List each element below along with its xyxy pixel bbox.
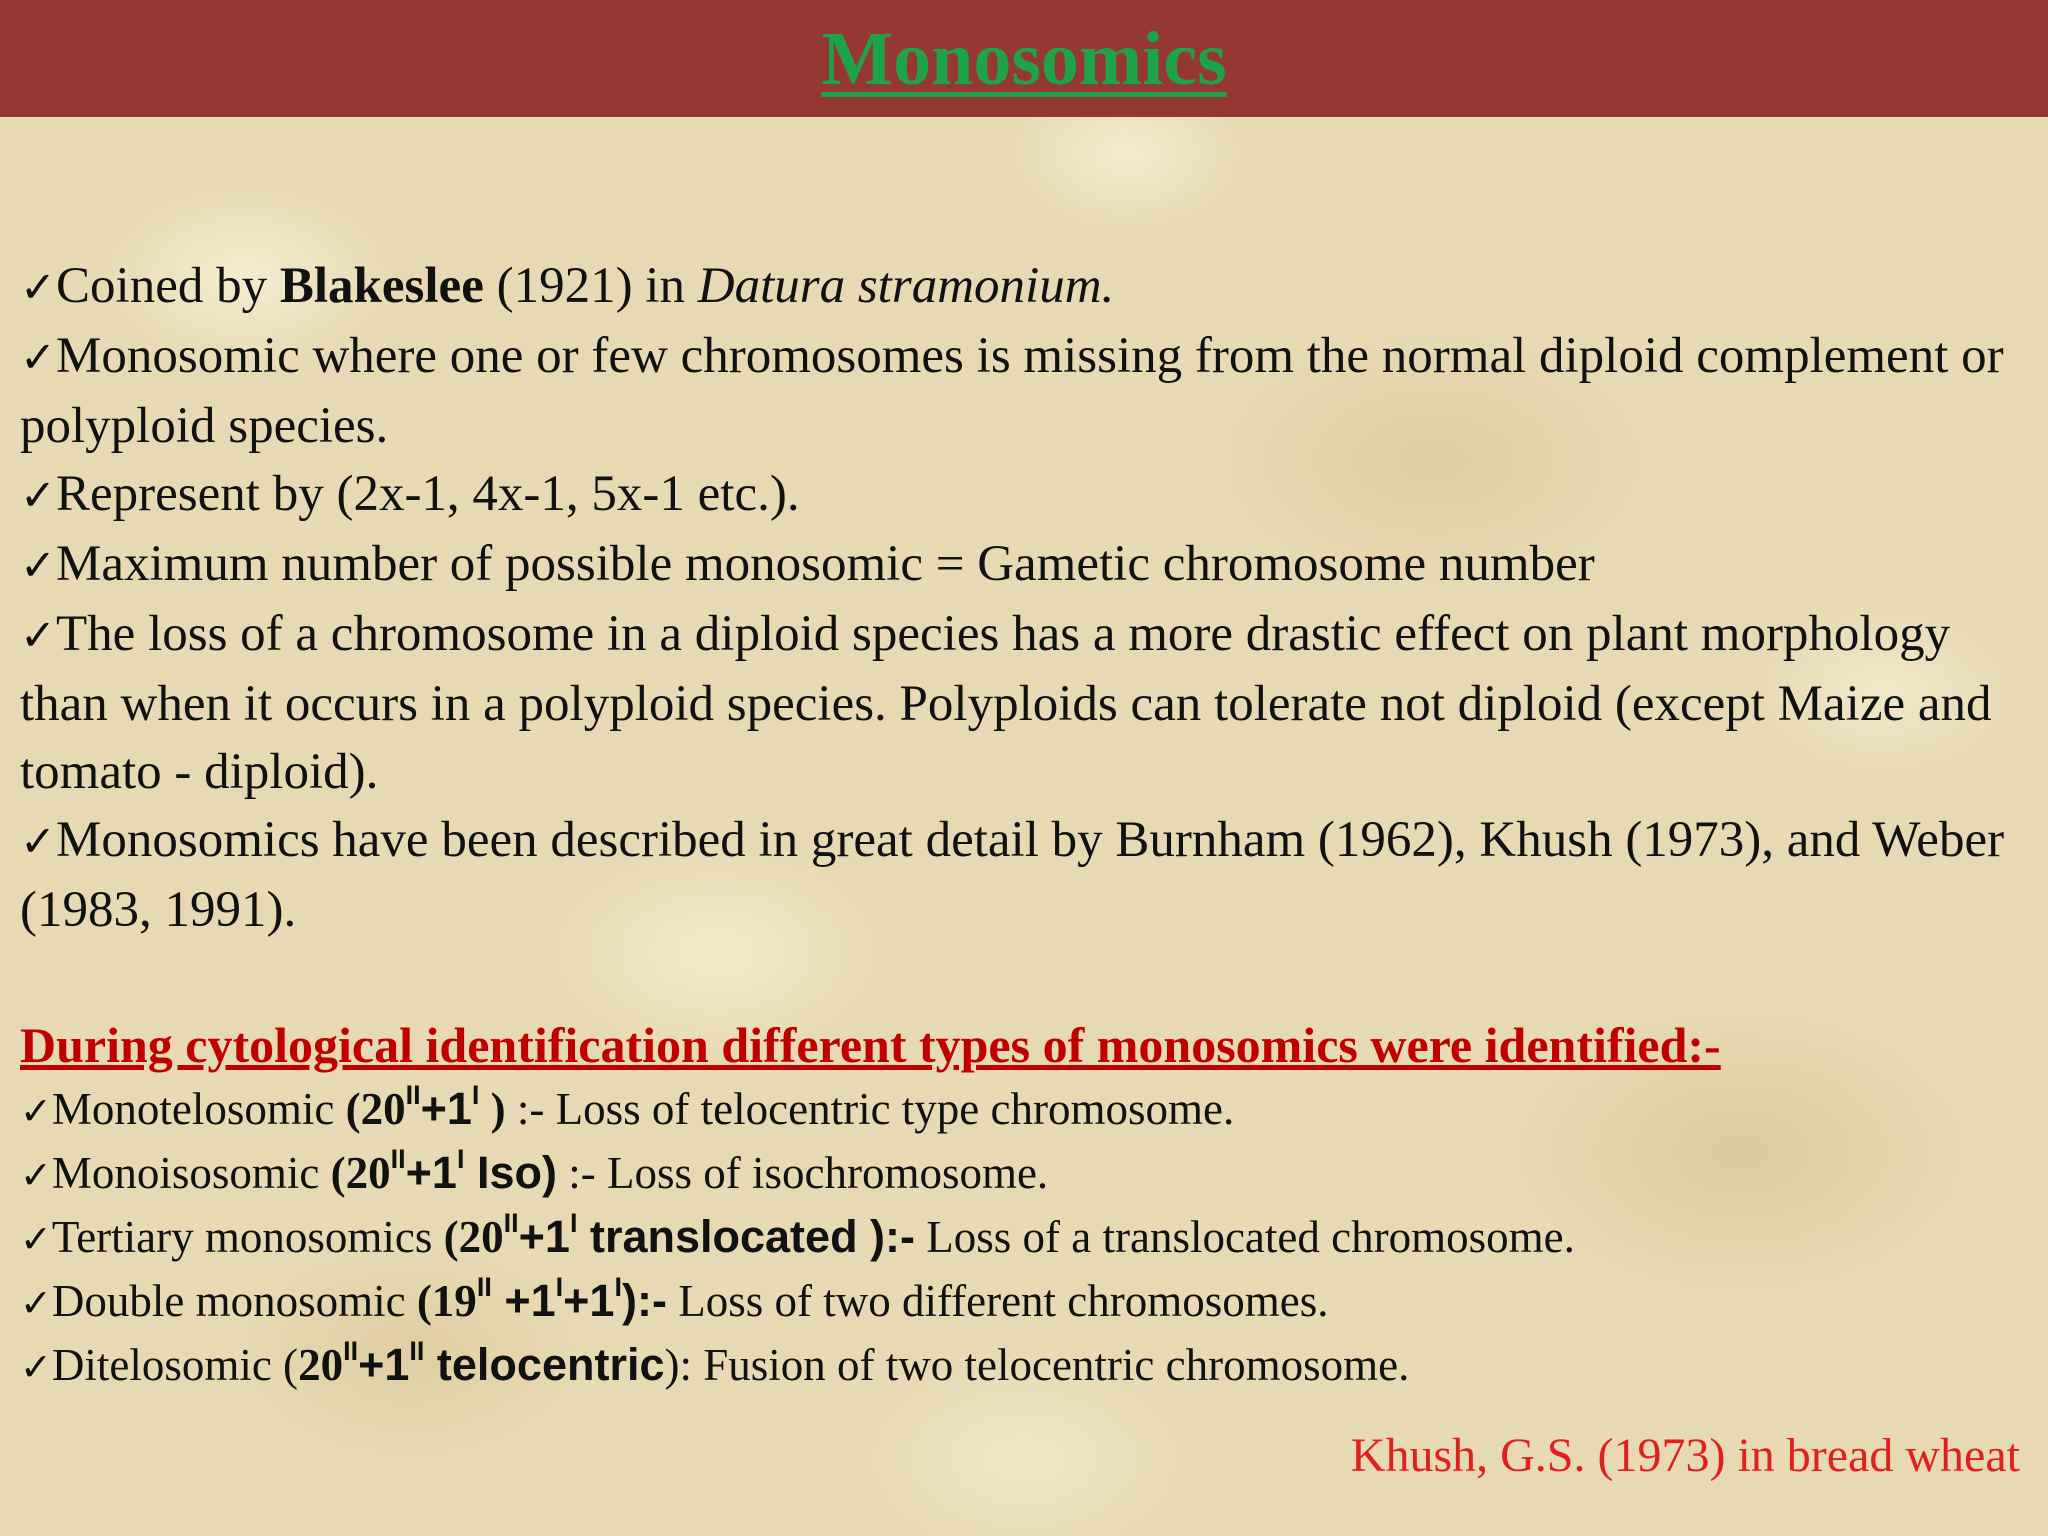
formula-sup: II (476, 1271, 492, 1302)
formula: 20 (298, 1340, 344, 1390)
check-icon: ✓ (20, 1345, 52, 1389)
formula-sup: II (409, 1335, 425, 1366)
bullet-text: Coined by (56, 258, 280, 314)
check-icon: ✓ (20, 263, 57, 313)
bullet-loss-effect (20, 600, 2030, 806)
formula: +1 (491, 1275, 556, 1326)
type-monoisosomic (20, 1142, 2030, 1206)
formula: (20 (443, 1212, 504, 1262)
formula-sup: I (555, 1271, 564, 1302)
check-icon: ✓ (20, 1217, 52, 1261)
bullet-text: Monosomics have been described in great detail by Burnham (1962), Khush (1973), and Weber (1983, 1991). (20, 812, 2005, 938)
type-description: :- Loss of telocentric type chromosome. (505, 1084, 1235, 1134)
reference-citation: Khush, G.S. (1973) in bread wheat (1350, 1429, 2020, 1482)
formula-sup: II (343, 1335, 359, 1366)
formula-sup: II (390, 1143, 406, 1174)
formula-sup: II (405, 1079, 421, 1110)
formula-sup: II (503, 1207, 519, 1238)
bullet-described (20, 806, 2030, 944)
type-tertiary-monosomic (20, 1206, 2030, 1270)
check-icon: ✓ (20, 541, 57, 591)
check-icon: ✓ (20, 817, 57, 867)
bullet-text: (1921) in (483, 258, 698, 314)
type-double-monosomic (20, 1270, 2030, 1334)
monosomic-types-list (20, 1078, 2030, 1398)
check-icon: ✓ (20, 1089, 52, 1133)
formula: +1 (420, 1083, 472, 1134)
type-description: :- Loss of isochromosome. (556, 1148, 1049, 1198)
bullet-text: Maximum number of possible monosomic = Gametic chromosome number (56, 536, 1595, 592)
slide-body (20, 252, 2030, 1398)
formula-sup: I (456, 1143, 465, 1174)
type-description: Loss of a translocated chromosome. (915, 1212, 1575, 1262)
formula: translocated ):- (577, 1211, 916, 1262)
formula-sup: I (471, 1079, 480, 1110)
bullet-maximum (20, 530, 2030, 600)
formula: +1 (358, 1339, 410, 1390)
check-icon: ✓ (20, 471, 57, 521)
formula: +1 (563, 1275, 615, 1326)
type-name: Ditelosomic ( (51, 1340, 299, 1390)
formula: ):- (621, 1275, 667, 1326)
bullet-text: Represent by (2x-1, 4x-1, 5x-1 etc.). (56, 466, 800, 522)
bullet-represent (20, 460, 2030, 530)
type-name: Tertiary monosomics (51, 1212, 444, 1262)
formula: +1 (405, 1147, 457, 1198)
bullet-text: The loss of a chromosome in a diploid species has a more drastic effect on plant morphology than when it occurs in a polyploid species. Polyploids can tolerate not diploid (except Maize and tomato - diploid). (20, 606, 1992, 800)
check-icon: ✓ (20, 333, 57, 383)
type-description: ): Fusion of two telocentric chromosome. (664, 1340, 1410, 1390)
formula: Iso) (464, 1147, 557, 1198)
type-name: Monoisosomic (51, 1148, 331, 1198)
bullet-definition (20, 322, 2030, 460)
bullet-italic-text: Datura stramonium. (697, 258, 1115, 314)
formula: ) (479, 1084, 506, 1134)
type-name: Monotelosomic (51, 1084, 346, 1134)
bullet-bold-text: Blakeslee (279, 258, 484, 314)
formula: (20 (330, 1148, 391, 1198)
formula-sup: I (569, 1207, 578, 1238)
check-icon: ✓ (20, 1281, 52, 1325)
type-ditelosomic (20, 1334, 2030, 1398)
bullet-text: Monosomic where one or few chromosomes is missing from the normal diploid complement or polyploid species. (20, 328, 2004, 454)
title-bar (0, 0, 2048, 117)
formula: +1 (518, 1211, 570, 1262)
formula-sup: I (614, 1271, 622, 1302)
bullet-coined (20, 252, 2030, 322)
check-icon: ✓ (20, 611, 57, 661)
formula: telocentric (424, 1339, 665, 1390)
slide-title: Monosomics (821, 17, 1227, 101)
spacer (20, 944, 2030, 1012)
formula: (20 (345, 1084, 406, 1134)
formula: (19 (416, 1276, 477, 1326)
type-monotelosomic (20, 1078, 2030, 1142)
type-description: Loss of two different chromosomes. (666, 1276, 1329, 1326)
check-icon: ✓ (20, 1153, 52, 1197)
section-subheading: During cytological identification different types of monosomics were identified:- (20, 1017, 1721, 1073)
type-name: Double monosomic (51, 1276, 417, 1326)
